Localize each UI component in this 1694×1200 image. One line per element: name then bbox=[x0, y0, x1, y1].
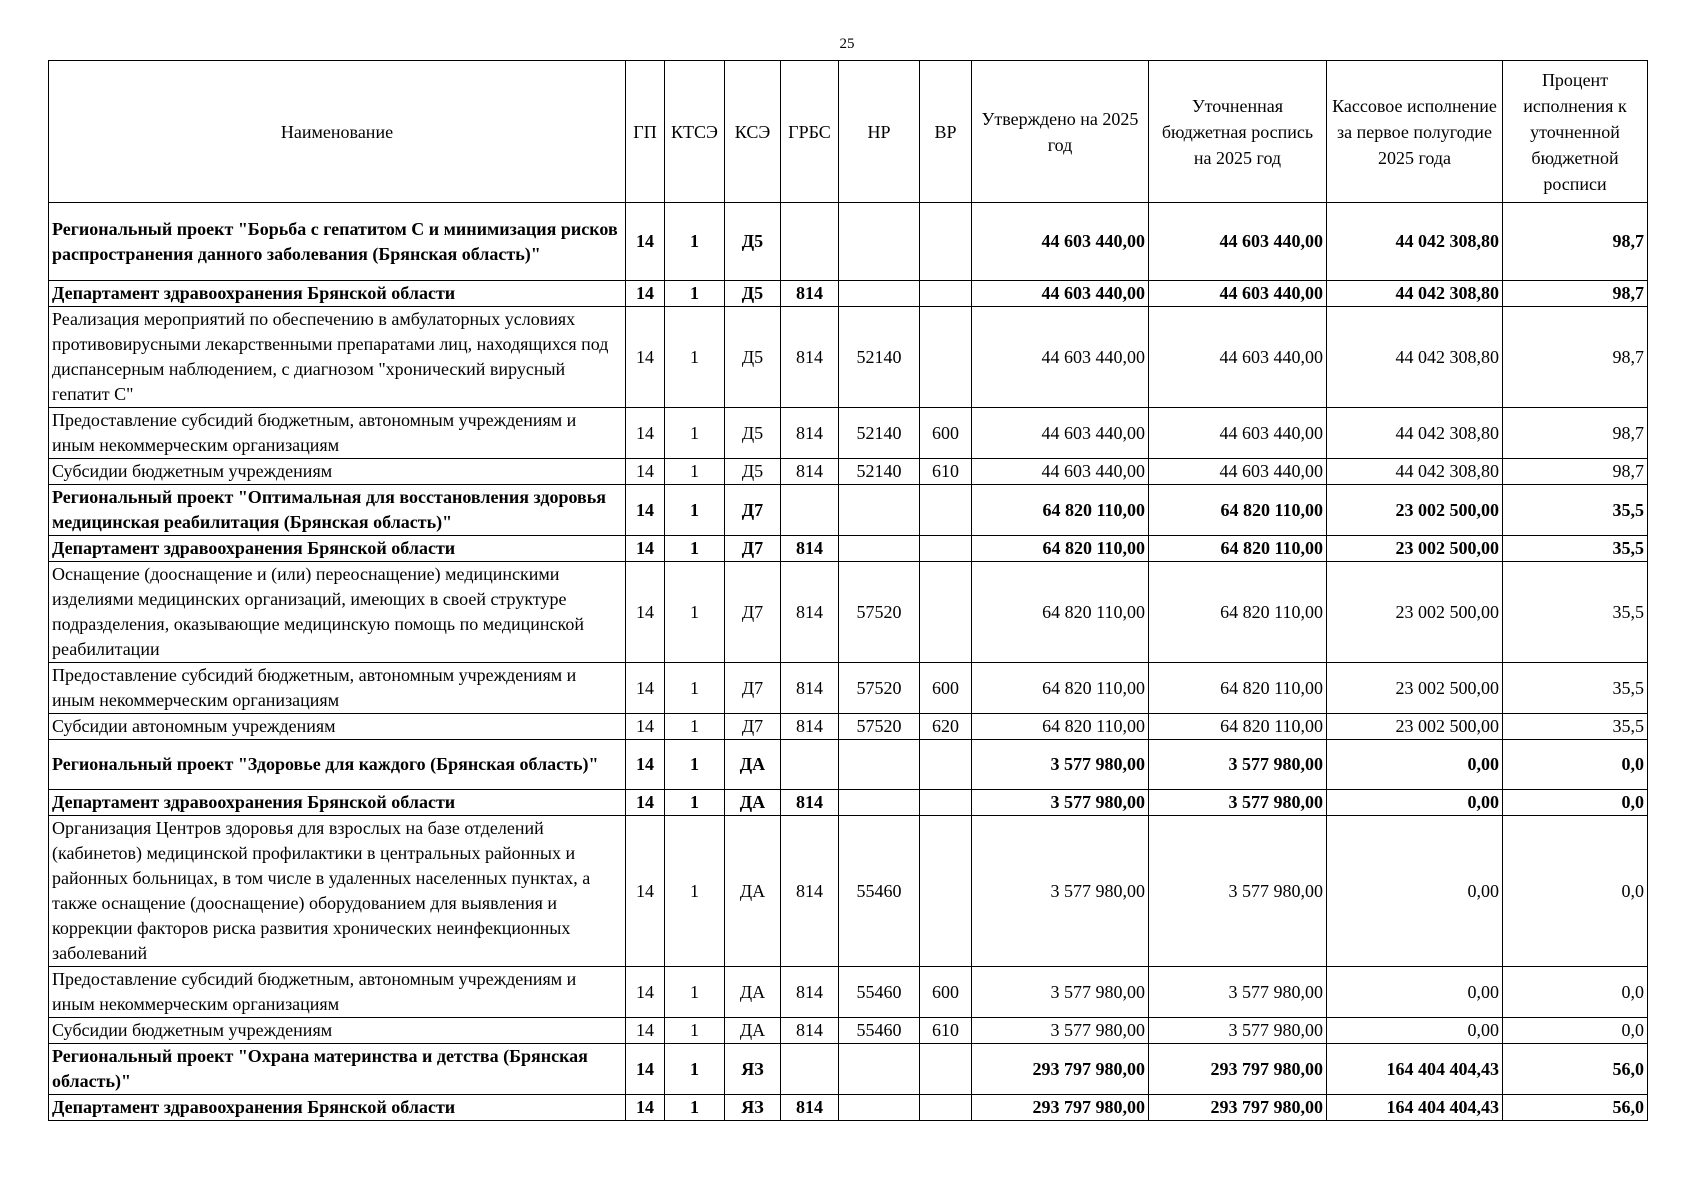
cell-nr: 55460 bbox=[839, 816, 920, 967]
cell-nr: 55460 bbox=[839, 967, 920, 1018]
header-percent: Процент исполнения к уточненной бюджетной росписи bbox=[1503, 61, 1648, 203]
cell-approved: 3 577 980,00 bbox=[972, 816, 1149, 967]
cell-ktse: 1 bbox=[665, 816, 725, 967]
cell-refined: 3 577 980,00 bbox=[1149, 1018, 1327, 1044]
cell-kse: Д7 bbox=[725, 485, 781, 536]
cell-grbs bbox=[781, 485, 839, 536]
cell-cash: 23 002 500,00 bbox=[1327, 485, 1503, 536]
cell-vr: 600 bbox=[920, 663, 972, 714]
cell-percent: 98,7 bbox=[1503, 408, 1648, 459]
cell-name: Департамент здравоохранения Брянской области bbox=[49, 281, 626, 307]
cell-vr: 600 bbox=[920, 408, 972, 459]
cell-name: Предоставление субсидий бюджетным, автономным учреждениям и иным некоммерческим организациям bbox=[49, 408, 626, 459]
cell-vr bbox=[920, 562, 972, 663]
cell-refined: 64 820 110,00 bbox=[1149, 485, 1327, 536]
table-row bbox=[49, 816, 1648, 967]
cell-kse: Д5 bbox=[725, 459, 781, 485]
cell-approved: 3 577 980,00 bbox=[972, 1018, 1149, 1044]
cell-ktse: 1 bbox=[665, 740, 725, 790]
cell-name: Департамент здравоохранения Брянской области bbox=[49, 1095, 626, 1121]
cell-ktse: 1 bbox=[665, 485, 725, 536]
cell-ktse: 1 bbox=[665, 1095, 725, 1121]
cell-ktse: 1 bbox=[665, 967, 725, 1018]
cell-gp: 14 bbox=[626, 536, 665, 562]
cell-grbs: 814 bbox=[781, 536, 839, 562]
cell-gp: 14 bbox=[626, 663, 665, 714]
cell-grbs bbox=[781, 203, 839, 281]
cell-nr bbox=[839, 1044, 920, 1095]
cell-kse: Д7 bbox=[725, 536, 781, 562]
cell-kse: ДА bbox=[725, 790, 781, 816]
cell-kse: ЯЗ bbox=[725, 1044, 781, 1095]
cell-refined: 3 577 980,00 bbox=[1149, 740, 1327, 790]
cell-refined: 64 820 110,00 bbox=[1149, 536, 1327, 562]
cell-cash: 0,00 bbox=[1327, 740, 1503, 790]
cell-percent: 98,7 bbox=[1503, 281, 1648, 307]
cell-ktse: 1 bbox=[665, 562, 725, 663]
cell-grbs: 814 bbox=[781, 790, 839, 816]
cell-refined: 64 820 110,00 bbox=[1149, 714, 1327, 740]
header-kse: КСЭ bbox=[725, 61, 781, 203]
cell-percent: 98,7 bbox=[1503, 459, 1648, 485]
header-ktse: КТСЭ bbox=[665, 61, 725, 203]
cell-name: Региональный проект "Оптимальная для восстановления здоровья медицинская реабилитация (Брянская область)" bbox=[49, 485, 626, 536]
cell-nr: 55460 bbox=[839, 1018, 920, 1044]
cell-vr bbox=[920, 816, 972, 967]
cell-approved: 64 820 110,00 bbox=[972, 536, 1149, 562]
cell-refined: 3 577 980,00 bbox=[1149, 967, 1327, 1018]
cell-percent: 56,0 bbox=[1503, 1044, 1648, 1095]
cell-nr: 52140 bbox=[839, 459, 920, 485]
cell-ktse: 1 bbox=[665, 714, 725, 740]
cell-nr bbox=[839, 485, 920, 536]
table-row bbox=[49, 203, 1648, 281]
cell-percent: 35,5 bbox=[1503, 562, 1648, 663]
cell-approved: 293 797 980,00 bbox=[972, 1044, 1149, 1095]
cell-vr bbox=[920, 790, 972, 816]
header-nr: НР bbox=[839, 61, 920, 203]
cell-cash: 44 042 308,80 bbox=[1327, 307, 1503, 408]
cell-name: Региональный проект "Борьба с гепатитом С и минимизация рисков распространения данного заболевания (Брянская область)" bbox=[49, 203, 626, 281]
cell-kse: Д5 bbox=[725, 281, 781, 307]
cell-kse: Д5 bbox=[725, 307, 781, 408]
table-row bbox=[49, 536, 1648, 562]
cell-nr: 52140 bbox=[839, 408, 920, 459]
cell-name: Департамент здравоохранения Брянской области bbox=[49, 790, 626, 816]
cell-vr: 620 bbox=[920, 714, 972, 740]
cell-ktse: 1 bbox=[665, 408, 725, 459]
cell-name: Субсидии бюджетным учреждениям bbox=[49, 1018, 626, 1044]
table-row bbox=[49, 1095, 1648, 1121]
cell-name: Предоставление субсидий бюджетным, автономным учреждениям и иным некоммерческим организациям bbox=[49, 663, 626, 714]
cell-name: Предоставление субсидий бюджетным, автономным учреждениям и иным некоммерческим организациям bbox=[49, 967, 626, 1018]
cell-grbs: 814 bbox=[781, 307, 839, 408]
cell-vr bbox=[920, 307, 972, 408]
cell-gp: 14 bbox=[626, 307, 665, 408]
table-row bbox=[49, 967, 1648, 1018]
cell-approved: 44 603 440,00 bbox=[972, 408, 1149, 459]
cell-kse: ДА bbox=[725, 740, 781, 790]
cell-nr: 57520 bbox=[839, 663, 920, 714]
cell-name: Оснащение (дооснащение и (или) переоснащение) медицинскими изделиями медицинских организаций, имеющих в своей структуре подразделения, оказывающие медицинскую помощь по медицинской реабилитации bbox=[49, 562, 626, 663]
cell-cash: 23 002 500,00 bbox=[1327, 536, 1503, 562]
table-row bbox=[49, 562, 1648, 663]
cell-percent: 35,5 bbox=[1503, 536, 1648, 562]
cell-grbs: 814 bbox=[781, 663, 839, 714]
cell-approved: 44 603 440,00 bbox=[972, 281, 1149, 307]
cell-vr bbox=[920, 1095, 972, 1121]
cell-name: Субсидии автономным учреждениям bbox=[49, 714, 626, 740]
cell-gp: 14 bbox=[626, 562, 665, 663]
cell-kse: Д7 bbox=[725, 663, 781, 714]
cell-cash: 23 002 500,00 bbox=[1327, 714, 1503, 740]
cell-gp: 14 bbox=[626, 790, 665, 816]
cell-name: Департамент здравоохранения Брянской области bbox=[49, 536, 626, 562]
table-row bbox=[49, 663, 1648, 714]
cell-nr bbox=[839, 281, 920, 307]
cell-name: Организация Центров здоровья для взрослых на базе отделений (кабинетов) медицинской профилактики в центральных районных и районных больницах, в том числе в удаленных населенных пунктах, а также оснащение (дооснащение) оборудованием для выявления и коррекции факторов риска развития хронических неинфекционных заболеваний bbox=[49, 816, 626, 967]
cell-grbs: 814 bbox=[781, 714, 839, 740]
cell-gp: 14 bbox=[626, 1044, 665, 1095]
cell-cash: 44 042 308,80 bbox=[1327, 281, 1503, 307]
cell-cash: 23 002 500,00 bbox=[1327, 562, 1503, 663]
cell-cash: 44 042 308,80 bbox=[1327, 459, 1503, 485]
cell-ktse: 1 bbox=[665, 281, 725, 307]
cell-percent: 0,0 bbox=[1503, 740, 1648, 790]
header-vr: ВР bbox=[920, 61, 972, 203]
cell-percent: 0,0 bbox=[1503, 1018, 1648, 1044]
cell-cash: 23 002 500,00 bbox=[1327, 663, 1503, 714]
cell-percent: 0,0 bbox=[1503, 816, 1648, 967]
table-row bbox=[49, 307, 1648, 408]
cell-nr bbox=[839, 740, 920, 790]
cell-refined: 44 603 440,00 bbox=[1149, 203, 1327, 281]
cell-refined: 293 797 980,00 bbox=[1149, 1044, 1327, 1095]
cell-approved: 64 820 110,00 bbox=[972, 714, 1149, 740]
cell-approved: 3 577 980,00 bbox=[972, 740, 1149, 790]
cell-grbs: 814 bbox=[781, 816, 839, 967]
cell-kse: ЯЗ bbox=[725, 1095, 781, 1121]
cell-refined: 3 577 980,00 bbox=[1149, 816, 1327, 967]
cell-grbs: 814 bbox=[781, 1018, 839, 1044]
table-row bbox=[49, 408, 1648, 459]
cell-refined: 44 603 440,00 bbox=[1149, 307, 1327, 408]
cell-name: Реализация мероприятий по обеспечению в амбулаторных условиях противовирусными лекарственными препаратами лиц, находящихся под диспансерным наблюдением, с диагнозом "хронический вирусный гепатит С" bbox=[49, 307, 626, 408]
table-row bbox=[49, 1018, 1648, 1044]
table-row bbox=[49, 790, 1648, 816]
cell-kse: Д7 bbox=[725, 562, 781, 663]
cell-cash: 0,00 bbox=[1327, 967, 1503, 1018]
cell-grbs: 814 bbox=[781, 967, 839, 1018]
table-row bbox=[49, 485, 1648, 536]
cell-cash: 164 404 404,43 bbox=[1327, 1095, 1503, 1121]
cell-ktse: 1 bbox=[665, 536, 725, 562]
cell-cash: 0,00 bbox=[1327, 790, 1503, 816]
cell-name: Региональный проект "Здоровье для каждого (Брянская область)" bbox=[49, 740, 626, 790]
page-number: 25 bbox=[839, 36, 855, 52]
cell-vr bbox=[920, 203, 972, 281]
cell-nr bbox=[839, 203, 920, 281]
cell-refined: 3 577 980,00 bbox=[1149, 790, 1327, 816]
cell-refined: 44 603 440,00 bbox=[1149, 281, 1327, 307]
header-approved: Утверждено на 2025 год bbox=[972, 61, 1149, 203]
cell-nr bbox=[839, 1095, 920, 1121]
cell-kse: Д7 bbox=[725, 714, 781, 740]
table-row bbox=[49, 459, 1648, 485]
cell-gp: 14 bbox=[626, 1095, 665, 1121]
header-row bbox=[49, 61, 1648, 203]
cell-cash: 0,00 bbox=[1327, 1018, 1503, 1044]
header-refined: Уточненная бюджетная роспись на 2025 год bbox=[1149, 61, 1327, 203]
table-row bbox=[49, 281, 1648, 307]
cell-vr: 610 bbox=[920, 1018, 972, 1044]
cell-vr bbox=[920, 1044, 972, 1095]
cell-name: Региональный проект "Охрана материнства и детства (Брянская область)" bbox=[49, 1044, 626, 1095]
cell-ktse: 1 bbox=[665, 203, 725, 281]
cell-kse: Д5 bbox=[725, 408, 781, 459]
cell-approved: 293 797 980,00 bbox=[972, 1095, 1149, 1121]
cell-nr: 57520 bbox=[839, 562, 920, 663]
cell-approved: 44 603 440,00 bbox=[972, 459, 1149, 485]
header-name: Наименование bbox=[49, 61, 626, 203]
cell-grbs: 814 bbox=[781, 562, 839, 663]
cell-approved: 3 577 980,00 bbox=[972, 967, 1149, 1018]
cell-cash: 164 404 404,43 bbox=[1327, 1044, 1503, 1095]
header-grbs: ГРБС bbox=[781, 61, 839, 203]
cell-gp: 14 bbox=[626, 714, 665, 740]
cell-percent: 35,5 bbox=[1503, 485, 1648, 536]
table-row bbox=[49, 740, 1648, 790]
cell-vr bbox=[920, 281, 972, 307]
cell-grbs bbox=[781, 1044, 839, 1095]
cell-ktse: 1 bbox=[665, 459, 725, 485]
cell-percent: 98,7 bbox=[1503, 203, 1648, 281]
cell-approved: 3 577 980,00 bbox=[972, 790, 1149, 816]
cell-refined: 64 820 110,00 bbox=[1149, 663, 1327, 714]
cell-gp: 14 bbox=[626, 485, 665, 536]
cell-gp: 14 bbox=[626, 408, 665, 459]
cell-grbs: 814 bbox=[781, 1095, 839, 1121]
cell-gp: 14 bbox=[626, 281, 665, 307]
cell-nr bbox=[839, 790, 920, 816]
cell-grbs bbox=[781, 740, 839, 790]
cell-vr bbox=[920, 485, 972, 536]
cell-gp: 14 bbox=[626, 740, 665, 790]
cell-vr: 610 bbox=[920, 459, 972, 485]
cell-gp: 14 bbox=[626, 459, 665, 485]
cell-kse: ДА bbox=[725, 816, 781, 967]
cell-grbs: 814 bbox=[781, 281, 839, 307]
cell-grbs: 814 bbox=[781, 459, 839, 485]
cell-approved: 64 820 110,00 bbox=[972, 485, 1149, 536]
cell-ktse: 1 bbox=[665, 307, 725, 408]
cell-nr: 52140 bbox=[839, 307, 920, 408]
cell-approved: 44 603 440,00 bbox=[972, 307, 1149, 408]
cell-percent: 0,0 bbox=[1503, 967, 1648, 1018]
cell-percent: 35,5 bbox=[1503, 714, 1648, 740]
cell-cash: 44 042 308,80 bbox=[1327, 203, 1503, 281]
cell-vr bbox=[920, 536, 972, 562]
header-cash: Кассовое исполнение за первое полугодие 2025 года bbox=[1327, 61, 1503, 203]
cell-ktse: 1 bbox=[665, 1018, 725, 1044]
cell-gp: 14 bbox=[626, 203, 665, 281]
cell-gp: 14 bbox=[626, 1018, 665, 1044]
cell-cash: 44 042 308,80 bbox=[1327, 408, 1503, 459]
cell-ktse: 1 bbox=[665, 663, 725, 714]
cell-kse: ДА bbox=[725, 967, 781, 1018]
cell-percent: 56,0 bbox=[1503, 1095, 1648, 1121]
cell-ktse: 1 bbox=[665, 790, 725, 816]
cell-percent: 0,0 bbox=[1503, 790, 1648, 816]
cell-refined: 44 603 440,00 bbox=[1149, 459, 1327, 485]
cell-ktse: 1 bbox=[665, 1044, 725, 1095]
cell-approved: 44 603 440,00 bbox=[972, 203, 1149, 281]
table-row bbox=[49, 1044, 1648, 1095]
cell-approved: 64 820 110,00 bbox=[972, 562, 1149, 663]
cell-nr bbox=[839, 536, 920, 562]
budget-table bbox=[48, 60, 1648, 1121]
cell-percent: 35,5 bbox=[1503, 663, 1648, 714]
cell-kse: Д5 bbox=[725, 203, 781, 281]
cell-name: Субсидии бюджетным учреждениям bbox=[49, 459, 626, 485]
cell-vr: 600 bbox=[920, 967, 972, 1018]
cell-gp: 14 bbox=[626, 967, 665, 1018]
cell-refined: 64 820 110,00 bbox=[1149, 562, 1327, 663]
cell-refined: 44 603 440,00 bbox=[1149, 408, 1327, 459]
table-row bbox=[49, 714, 1648, 740]
cell-approved: 64 820 110,00 bbox=[972, 663, 1149, 714]
cell-kse: ДА bbox=[725, 1018, 781, 1044]
cell-grbs: 814 bbox=[781, 408, 839, 459]
header-gp: ГП bbox=[626, 61, 665, 203]
cell-vr bbox=[920, 740, 972, 790]
cell-refined: 293 797 980,00 bbox=[1149, 1095, 1327, 1121]
cell-cash: 0,00 bbox=[1327, 816, 1503, 967]
cell-gp: 14 bbox=[626, 816, 665, 967]
cell-nr: 57520 bbox=[839, 714, 920, 740]
cell-percent: 98,7 bbox=[1503, 307, 1648, 408]
